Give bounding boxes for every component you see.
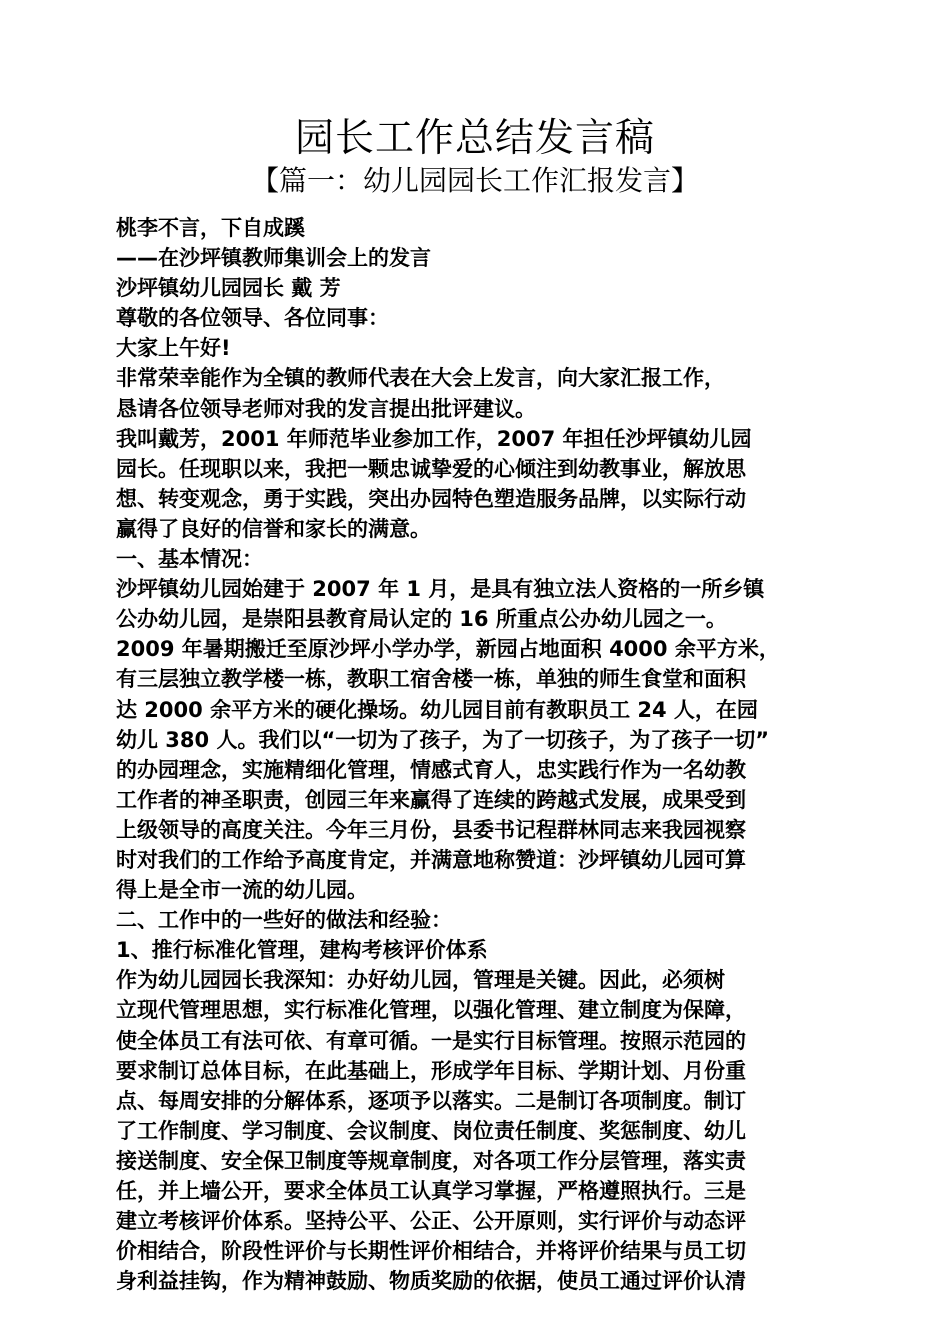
text-line: 桃李不言，下自成蹊 (116, 216, 305, 240)
text-line: 任，并上墙公开，要求全体员工认真学习掌握，严格遵照执行。三是 (116, 1179, 746, 1203)
text-line: 价相结合，阶段性评价与长期性评价相结合，并将评价结果与员工切 (116, 1239, 746, 1264)
document-title: 园长工作总结发言稿 (294, 116, 655, 161)
text-line: 非常荣幸能作为全镇的教师代表在大会上发言，向大家汇报工作， (116, 366, 725, 391)
text-line: 尊敬的各位领导、各位同事： (116, 306, 389, 331)
text-line: 上级领导的高度关注。今年三月份，县委书记程群林同志来我园视察 (116, 817, 746, 842)
text-line: 作为幼儿园园长我深知：办好幼儿园，管理是关键。因此，必须树 (116, 968, 725, 993)
text-line: 2009 年暑期搬迁至原沙坪小学办学，新园占地面积 4000 余平方米， (116, 637, 780, 662)
text-line: 点、每周安排的分解体系，逐项予以落实。二是制订各项制度。制订 (116, 1088, 746, 1113)
document-body (116, 213, 836, 1296)
text-line: 公办幼儿园，是崇阳县教育局认定的 16 所重点公办幼儿园之一。 (116, 607, 727, 632)
text-line: 园长。任现职以来，我把一颗忠诚挚爱的心倾注到幼教事业，解放思 (116, 456, 746, 481)
text-line: 要求制订总体目标，在此基础上，形成学年目标、学期计划、月份重 (116, 1058, 746, 1083)
text-line: 身利益挂钩，作为精神鼓励、物质奖励的依据，使员工通过评价认清 (116, 1269, 746, 1294)
document-subtitle: 【篇一：幼儿园园长工作汇报发言】 (250, 164, 699, 197)
text-line: 了工作制度、学习制度、会议制度、岗位责任制度、奖惩制度、幼儿 (116, 1118, 746, 1143)
text-line: ——在沙坪镇教师集训会上的发言 (116, 246, 431, 271)
text-line: 立现代管理思想，实行标准化管理，以强化管理、建立制度为保障， (116, 998, 746, 1023)
text-line: 二、工作中的一些好的做法和经验： (116, 908, 452, 933)
text-line: 想、转变观念，勇于实践，突出办园特色塑造服务品牌，以实际行动 (116, 486, 746, 511)
text-line: 建立考核评价体系。坚持公平、公正、公开原则，实行评价与动态评 (116, 1209, 746, 1234)
text-line: 恳请各位领导老师对我的发言提出批评建议。 (116, 396, 536, 421)
text-line: 达 2000 余平方米的硬化操场。幼儿园目前有教职员工 24 人，在园 (116, 697, 758, 722)
text-line: 赢得了良好的信誉和家长的满意。 (116, 516, 431, 541)
text-line: 得上是全市一流的幼儿园。 (116, 878, 368, 903)
text-line: 有三层独立教学楼一栋，教职工宿舍楼一栋，单独的师生食堂和面积 (116, 667, 746, 692)
text-line: 我叫戴芳，2001 年师范毕业参加工作，2007 年担任沙坪镇幼儿园 (116, 426, 752, 451)
text-line: 的办园理念，实施精细化管理，情感式育人，忠实践行作为一名幼教 (116, 757, 746, 782)
text-line: 沙坪镇幼儿园园长 戴 芳 (116, 276, 341, 301)
text-line: 1、推行标准化管理，建构考核评价体系 (116, 938, 488, 963)
text-line: 幼儿 380 人。我们以“一切为了孩子，为了一切孩子，为了孩子一切” (116, 727, 770, 752)
text-line: 工作者的神圣职责，创园三年来赢得了连续的跨越式发展，成果受到 (116, 787, 746, 812)
text-line: 时对我们的工作给予高度肯定，并满意地称赞道：沙坪镇幼儿园可算 (116, 847, 746, 872)
text-line: 沙坪镇幼儿园始建于 2007 年 1 月，是具有独立法人资格的一所乡镇 (116, 577, 765, 602)
text-line: 使全体员工有法可依、有章可循。一是实行目标管理。按照示范园的 (116, 1028, 746, 1053)
text-line: 接送制度、安全保卫制度等规章制度，对各项工作分层管理，落实责 (116, 1148, 746, 1173)
text-line: 大家上午好! (116, 336, 231, 361)
text-line: 一、基本情况： (116, 547, 263, 572)
